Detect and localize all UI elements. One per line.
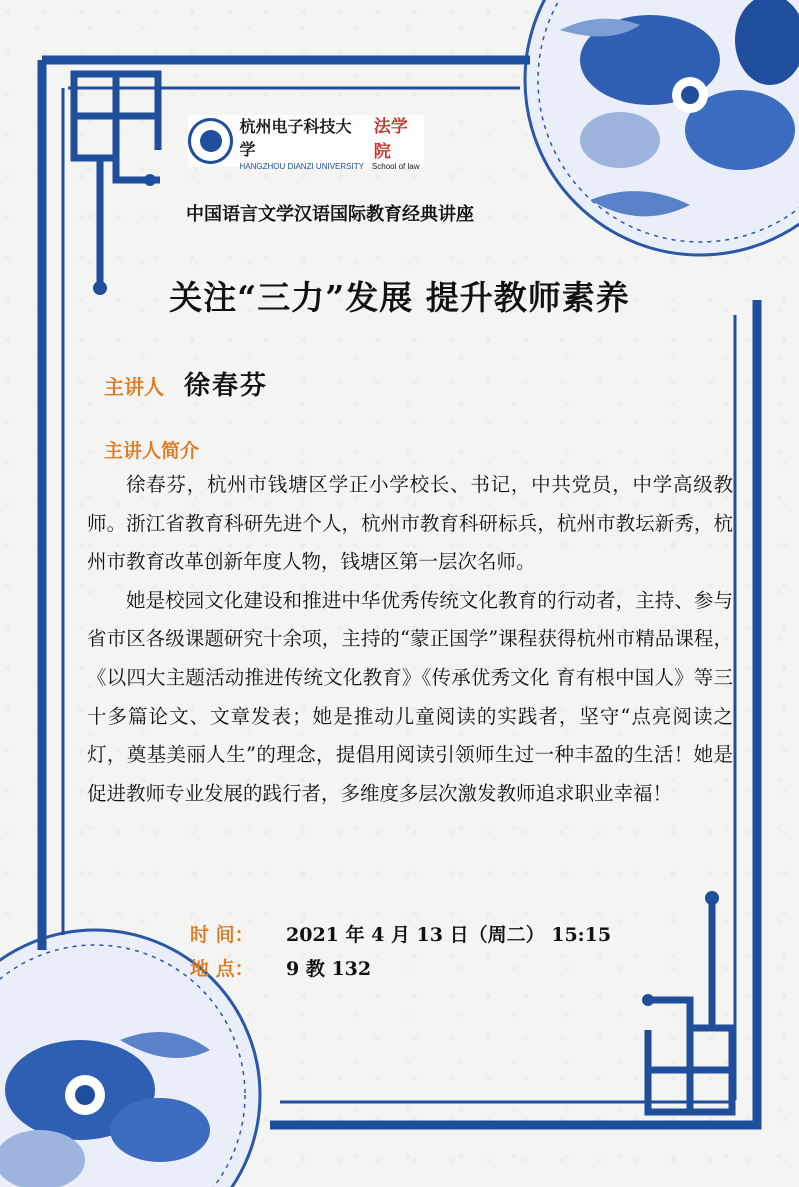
time-label: 时 间： (190, 924, 254, 946)
university-name-cn: 杭州电子科技大学 (239, 116, 352, 159)
university-logo (188, 115, 424, 171)
school-name-en: School of law (371, 161, 420, 171)
bottom-right-fret-ornament (648, 900, 732, 1112)
speaker-name: 徐春芬 (184, 371, 269, 401)
place-value: 9 教 132 (286, 958, 372, 980)
speaker-bio (87, 466, 733, 813)
speaker-row (104, 365, 268, 402)
lecture-series-title: 中国语言文学汉语国际教育经典讲座 (186, 204, 474, 225)
speaker-label: 主讲人 (104, 375, 164, 399)
bio-paragraph: 徐春芬，杭州市钱塘区学正小学校长、书记，中共党员，中学高级教师。浙江省教育科研先进个人，杭州市教育科研标兵，杭州市教坛新秀，杭州市教育改革创新年度人物，钱塘区第一层次名师。 (87, 473, 733, 574)
bio-paragraph: 她是校园文化建设和推进中华优秀传统文化教育的行动者，主持、参与省市区各级课题研究十余项，主持的“蒙正国学”课程获得杭州市精品课程，《以四大主题活动推进传统文化教育》《传承优秀文化 育有根中国人》等三十多篇论文、文章发表；她是推动儿童阅读的实践者，坚守“点亮阅读之灯，奠基美丽人生”的理念，提倡用阅读引领师生过一种丰盈的生活！她是促进教师专业发展的践行者，多维度多层次激发教师追求职业幸福！ (87, 588, 733, 805)
university-name-en: HANGZHOU DIANZI UNIVERSITY (239, 161, 364, 171)
lecture-title: 关注“三力”发展 提升教师素养 (169, 278, 630, 317)
top-right-floral-ornament (525, 0, 799, 255)
time-row (190, 920, 611, 947)
place-row (190, 954, 371, 981)
university-emblem-icon (188, 118, 233, 164)
place-label: 地 点： (190, 958, 254, 980)
school-name-cn: 法学院 (373, 116, 408, 162)
bio-heading: 主讲人简介 (104, 440, 200, 462)
time-value: 2021 年 4 月 13 日（周二） 15:15 (286, 924, 612, 946)
